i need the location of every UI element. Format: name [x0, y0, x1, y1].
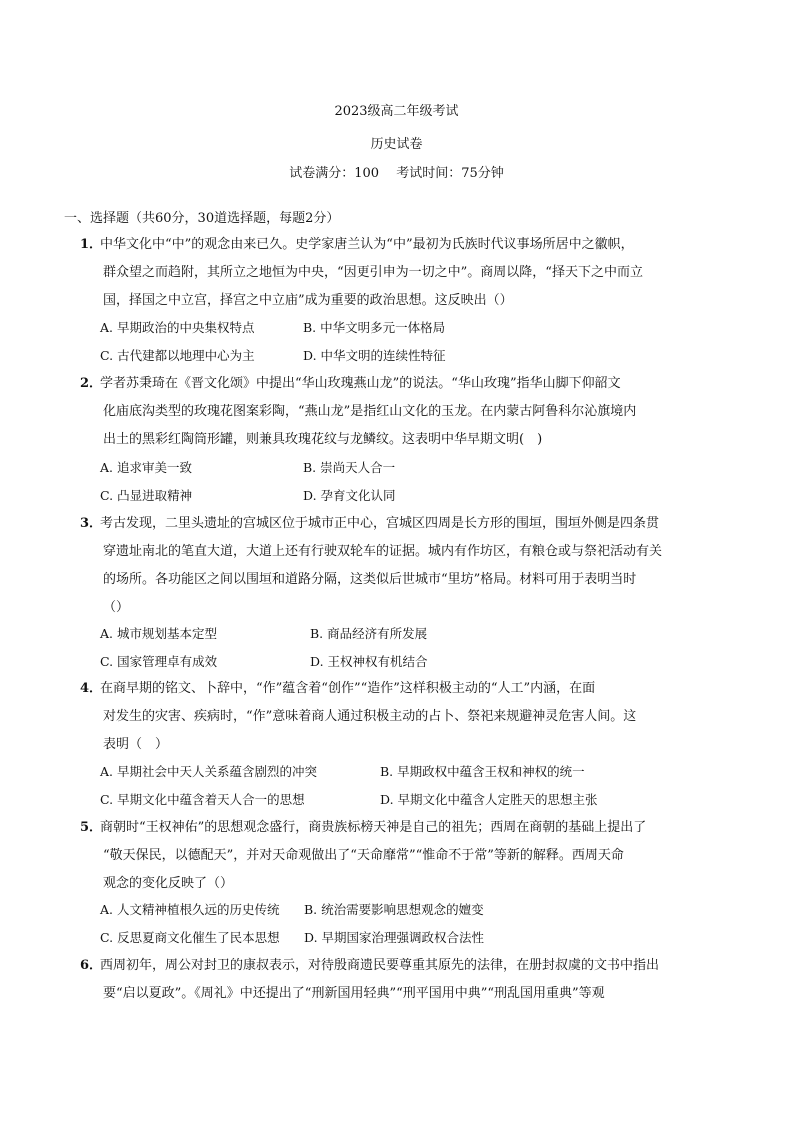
- question-text-line: 西周初年，周公对封卫的康叔表示，对待殷商遗民要尊重其原先的法律，在册封叔虞的文书中指出: [100, 958, 660, 973]
- option-c: C. 古代建都以地理中心为主: [100, 348, 255, 363]
- option-a: A. 早期社会中天人关系蕴含剧烈的冲突: [100, 764, 317, 779]
- question-number: 6．: [80, 958, 103, 973]
- question-number: 3．: [80, 516, 103, 531]
- question-text-line: 的场所。各功能区之间以围垣和道路分隔，这类似后世城市“里坊”格局。材料可用于表明当时: [103, 572, 637, 587]
- question-number: 5．: [80, 820, 103, 835]
- option-d: D. 早期文化中蕴含人定胜天的思想主张: [380, 792, 598, 807]
- question-text-line: 对发生的灾害、疾病时，“作”意味着商人通过积极主动的占卜、祭祀来规避神灵危害人间。这: [103, 709, 637, 724]
- question-text-line: 考古发现，二里头遗址的宫城区位于城市正中心，宫城区四周是长方形的围垣，围垣外侧是四条贯: [100, 516, 660, 531]
- question-text-line: 要“启以夏政”。《周礼》中还提出了“刑新国用轻典”“刑平国用中典”“刑乱国用重典”等观: [103, 986, 605, 1001]
- question-text-line: 学者苏秉琦在《晋文化颂》中提出“华山玫瑰燕山龙”的说法。“华山玫瑰”指华山脚下仰韶文: [100, 376, 621, 391]
- option-d: D. 中华文明的连续性特征: [303, 348, 446, 363]
- option-c: C. 凸显进取精神: [100, 488, 193, 503]
- question-text-line: 表明（ ）: [103, 737, 169, 752]
- question-text-line: （）: [103, 600, 130, 615]
- question-text-line: “敬天保民，以德配天”，并对天命观做出了“天命靡常”“惟命不于常”等新的解释。西周天命: [103, 848, 624, 863]
- option-d: D. 王权神权有机结合: [310, 654, 428, 669]
- option-c: C. 早期文化中蕴含着天人合一的思想: [100, 792, 305, 807]
- option-b: B. 统治需要影响思想观念的嬗变: [304, 902, 484, 917]
- question-6: [80, 952, 720, 1008]
- question-text-line: 在商早期的铭文、卜辞中，“作”蕴含着“创作”“造作”这样积极主动的“人工”内涵，在面: [100, 681, 596, 696]
- question-text-line: 出土的黑彩红陶筒形罐，则兼具玫瑰花纹与龙鳞纹。这表明中华早期文明( ): [103, 432, 543, 447]
- option-d: D. 早期国家治理强调政权合法性: [304, 930, 485, 945]
- question-number: 1．: [80, 237, 103, 252]
- question-number: 4．: [80, 681, 103, 696]
- option-c: C. 国家管理卓有成效: [100, 654, 218, 669]
- question-text-line: 国，择国之中立宫，择宫之中立庙”成为重要的政治思想。这反映出（）: [103, 293, 513, 308]
- subject-title: 历史试卷: [370, 137, 423, 152]
- question-text-line: 中华文化中“中”的观念由来已久。史学家唐兰认为“中”最初为氏族时代议事场所居中之徽帜，: [100, 237, 634, 252]
- option-a: A. 追求审美一致: [100, 460, 192, 475]
- option-a: A. 人文精神植根久远的历史传统: [100, 902, 280, 917]
- option-b: B. 崇尚天人合一: [303, 460, 396, 475]
- question-number: 2．: [80, 376, 103, 391]
- option-b: B. 早期政权中蕴含王权和神权的统一: [380, 764, 585, 779]
- question-text-line: 商朝时“王权神佑”的思想观念盛行，商贵族标榜天神是自己的祖先；西周在商朝的基础上提出了: [100, 820, 647, 835]
- question-1: [80, 231, 720, 315]
- option-c: C. 反思夏商文化催生了民本思想: [100, 930, 280, 945]
- option-a: A. 早期政治的中央集权特点: [100, 320, 255, 335]
- exam-title: 2023级高二年级考试: [334, 104, 459, 119]
- question-text-line: 观念的变化反映了（）: [103, 876, 234, 891]
- question-5: [80, 814, 720, 898]
- option-d: D. 孕育文化认同: [303, 488, 396, 503]
- exam-info: 试卷满分：100 考试时间：75分钟: [289, 166, 504, 181]
- question-text-line: 化庙底沟类型的玫瑰花图案彩陶，“燕山龙”是指红山文化的玉龙。在内蒙古阿鲁科尔沁旗境内: [103, 404, 637, 419]
- option-a: A. 城市规划基本定型: [100, 626, 217, 641]
- question-text-line: 群众望之而趋附，其所立之地恒为中央，“因更引申为一切之中”。商周以降，“择天下之中而立: [103, 265, 643, 280]
- question-3: [80, 510, 720, 622]
- question-4: [80, 675, 720, 759]
- section-heading: 一、选择题（共60分，30道选择题，每题2分）: [64, 211, 340, 226]
- option-b: B. 商品经济有所发展: [310, 626, 428, 641]
- option-b: B. 中华文明多元一体格局: [303, 320, 446, 335]
- question-text-line: 穿遗址南北的笔直大道，大道上还有行驶双轮车的证据。城内有作坊区，有粮仓或与祭祀活动有关: [103, 544, 663, 559]
- question-2: [80, 370, 720, 454]
